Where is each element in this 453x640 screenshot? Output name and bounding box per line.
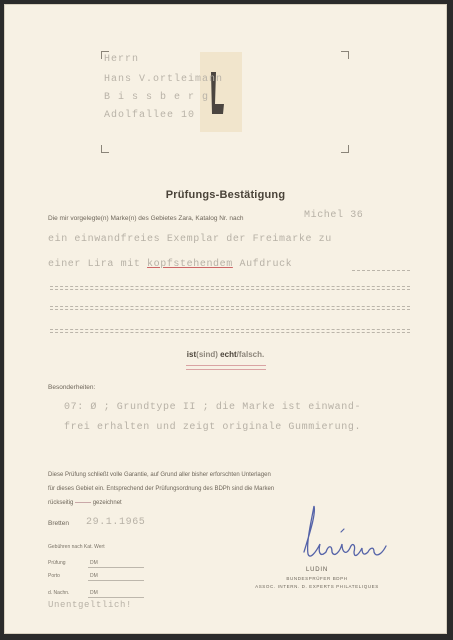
fill-dashes <box>50 306 410 307</box>
fee-row-label: d. Nachn. <box>48 590 70 596</box>
fee-row-label: Prüfung <box>48 560 66 566</box>
guarantee-text: Diese Prüfung schließt volle Garantie, auf Grund aller bisher erforschten Unterlagen <box>48 472 271 478</box>
address-window-corner <box>341 145 349 153</box>
page-title: Prüfungs-Bestätigung <box>165 189 286 201</box>
address-line: Adolfallee 10 <box>104 110 196 121</box>
fee-row-unit: DM <box>90 590 98 596</box>
address-window-corner <box>101 145 109 153</box>
guarantee-text: rückseitig gezeichnet <box>48 500 122 506</box>
remarks-line: 07: Ø ; Grundtype II ; die Marke ist einwand- <box>64 402 362 413</box>
signer-association: ASSOC. INTERN. D. EXPERTS PHILATELIQUES <box>255 584 379 589</box>
underlined-word: kopfstehendem <box>147 259 233 270</box>
fees-label: Gebühren nach Kat. Wert <box>48 544 105 550</box>
fill-dashes <box>50 309 410 310</box>
description-line: ein einwandfreies Exemplar der Freimarke zu <box>48 234 332 245</box>
address-line: Hans V.ortleimann <box>104 74 224 85</box>
fee-field <box>88 597 144 598</box>
signer-name: LUDIN <box>305 567 328 573</box>
city-label: Bretten <box>48 520 69 527</box>
fees-note: Unentgeltlich! <box>48 600 133 610</box>
fill-dashes <box>50 286 410 287</box>
date-value: 29.1.1965 <box>86 517 146 528</box>
remarks-label: Besonderheiten: <box>48 384 96 391</box>
fee-row-label: Porto <box>48 573 60 579</box>
fee-row-unit: DM <box>90 573 98 579</box>
strike-through-lines <box>186 365 266 370</box>
authenticity-result: ist(sind) echt/falsch. <box>186 350 265 359</box>
catalog-number: Michel 36 <box>304 210 364 221</box>
fee-row-unit: DM <box>90 560 98 566</box>
fill-dashes <box>50 329 410 330</box>
description-line: einer Lira mit kopfstehendem Aufdruck <box>48 259 293 270</box>
remarks-line: frei erhalten und zeigt originale Gummierung. <box>64 422 362 433</box>
address-window-corner <box>341 51 349 59</box>
fee-field <box>88 567 144 568</box>
certificate-page <box>4 4 447 634</box>
signature-image <box>296 502 406 572</box>
fill-dashes <box>50 289 410 290</box>
guarantee-text: für dieses Gebiet ein. Entsprechend der Prüfungsordnung des BDPh sind die Marken <box>48 486 275 492</box>
address-line: B i s s b e r g <box>104 92 210 103</box>
signer-title: BUNDESPRÜFER BDPH <box>286 576 348 581</box>
fee-field <box>88 580 144 581</box>
fill-dashes <box>50 332 410 333</box>
intro-text: Die mir vorgelegte(n) Marke(n) des Gebietes Zara, Katalog Nr. nach <box>48 215 244 222</box>
fill-dashes <box>352 270 410 271</box>
address-line: Herrn <box>104 54 140 65</box>
